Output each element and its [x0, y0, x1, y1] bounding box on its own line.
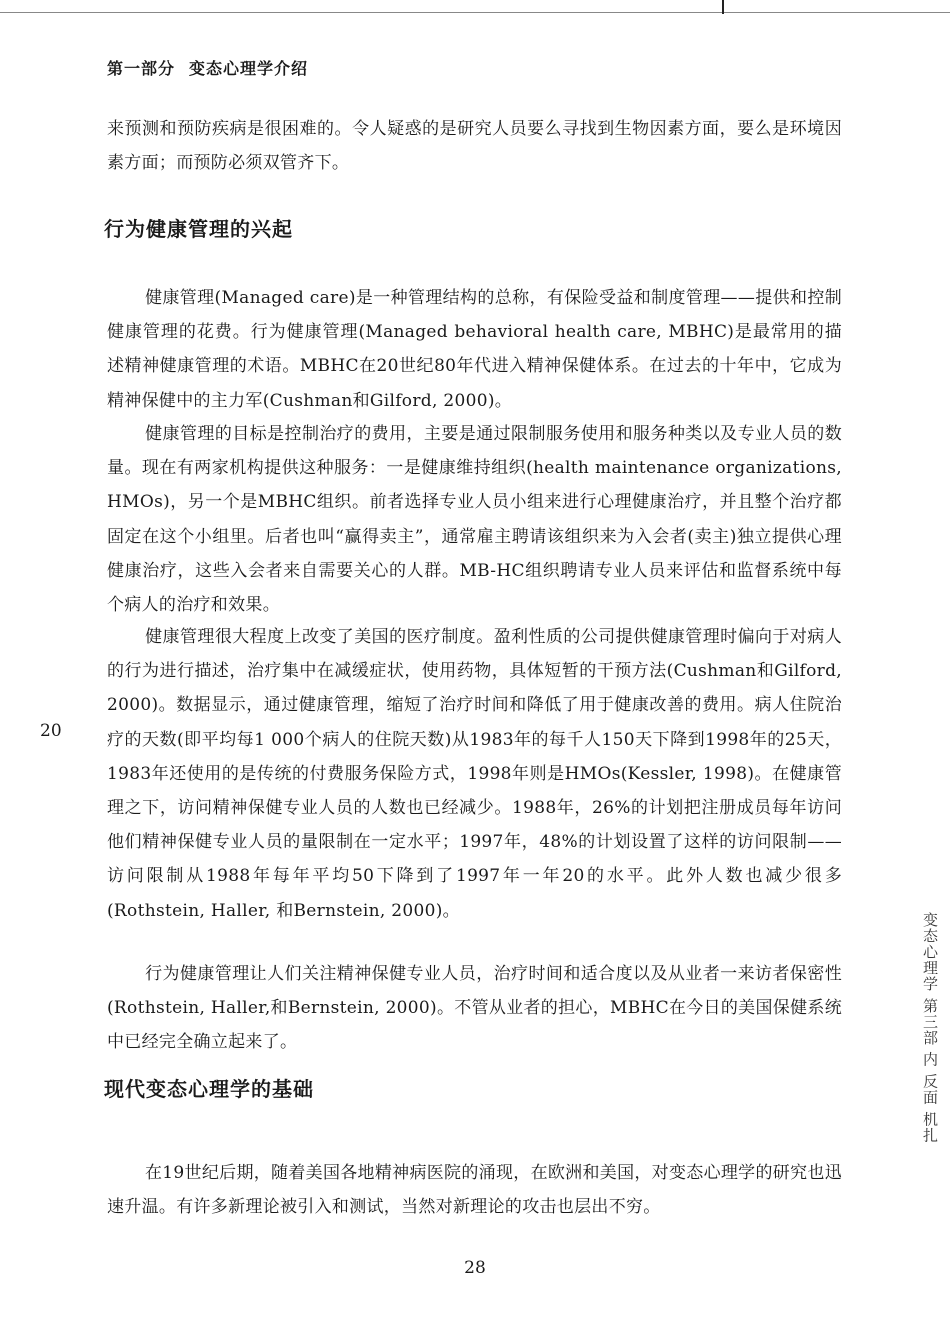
paragraph-4-text: 行为健康管理让人们关注精神保健专业人员，治疗时间和适合度以及从业者一来访者保密性(Rothstein, Haller,和Bernstein, 2000)。不管从业者的担心，MBHC在今日的美国保健系统中已经完全确立起来了。 [107, 964, 842, 1053]
paragraph-1-text: 健康管理(Managed care)是一种管理结构的总称，有保险受益和制度管理——提供和控制健康管理的花费。行为健康管理(Managed behavioral health care, MBHC)是最常用的描述精神健康管理的术语。MBHC在20世纪80年代进入精神保健体系。在过去的十年中，它成为精神保健中的主力军(Cushman和Gilford, 2000)。 [107, 288, 842, 411]
paragraph-5 [107, 1156, 842, 1224]
header-part: 第一部分 [107, 59, 176, 78]
paragraph-2-text: 健康管理的目标是控制治疗的费用，主要是通过限制服务使用和服务种类以及专业人员的数量。现在有两家机构提供这种服务：一是健康维持组织(health maintenance organizations, HMOs)，另一个是MBHC组织。前者选择专业人员小组来进行心理健康治疗，并且整个治疗都固定在这个小组里。后者也叫“赢得卖主”，通常雇主聘请该组织来为入会者(卖主)独立提供心理健康治疗，这些入会者来自需要关心的人群。MB-HC组织聘请专业人员来评估和监督系统中每个病人的治疗和效果。 [107, 424, 842, 616]
top-rule-tick [722, 0, 724, 14]
paragraph-5-text: 在19世纪后期，随着美国各地精神病医院的涌现，在欧洲和美国，对变态心理学的研究也迅速升温。有许多新理论被引入和测试，当然对新理论的攻击也层出不穷。 [107, 1163, 842, 1218]
paragraph-3-text: 健康管理很大程度上改变了美国的医疗制度。盈利性质的公司提供健康管理时偏向于对病人的行为进行描述，治疗集中在减缓症状，使用药物，具体短暂的干预方法(Cushman和Gilford, 2000)。数据显示，通过健康管理，缩短了治疗时间和降低了用于健康改善的费用。病人住院治疗的天数(即平均每1 000个病人的住院天数)从1983年的每千人150天下降到1998年的25天，1983年还使用的是传统的付费服务保险方式，1998年则是HMOs(Kessler, 1998)。在健康管理之下，访问精神保健专业人员的人数也已经减少。1988年，26%的计划把注册成员每年访问他们精神保健专业人员的量限制在一定水平；1997年，48%的计划设置了这样的访问限制——访问限制从1988年每年平均50下降到了1997年一年20的水平。此外人数也减少很多(Rothstein, Haller, 和Bernstein, 2000)。 [107, 627, 842, 921]
margin-line-number: 20 [40, 721, 62, 741]
section-heading-modern-foundations: 现代变态心理学的基础 [104, 1077, 314, 1101]
paragraph-1 [107, 281, 842, 418]
top-rule [0, 12, 950, 13]
header-title: 变态心理学介绍 [189, 59, 309, 78]
intro-paragraph: 来预测和预防疾病是很困难的。令人疑惑的是研究人员要么寻找到生物因素方面，要么是环境因素方面；而预防必须双管齐下。 [107, 119, 842, 174]
paragraph-4 [107, 957, 842, 1060]
running-header [107, 56, 308, 79]
paragraph-2 [107, 417, 842, 622]
paragraph-3 [107, 620, 842, 928]
page-number: 28 [464, 1258, 486, 1278]
section-heading-managed-care: 行为健康管理的兴起 [104, 217, 293, 241]
sidebar-vertical-text: 变态心理学 第三部 内 反面 机扎 [921, 912, 939, 1144]
